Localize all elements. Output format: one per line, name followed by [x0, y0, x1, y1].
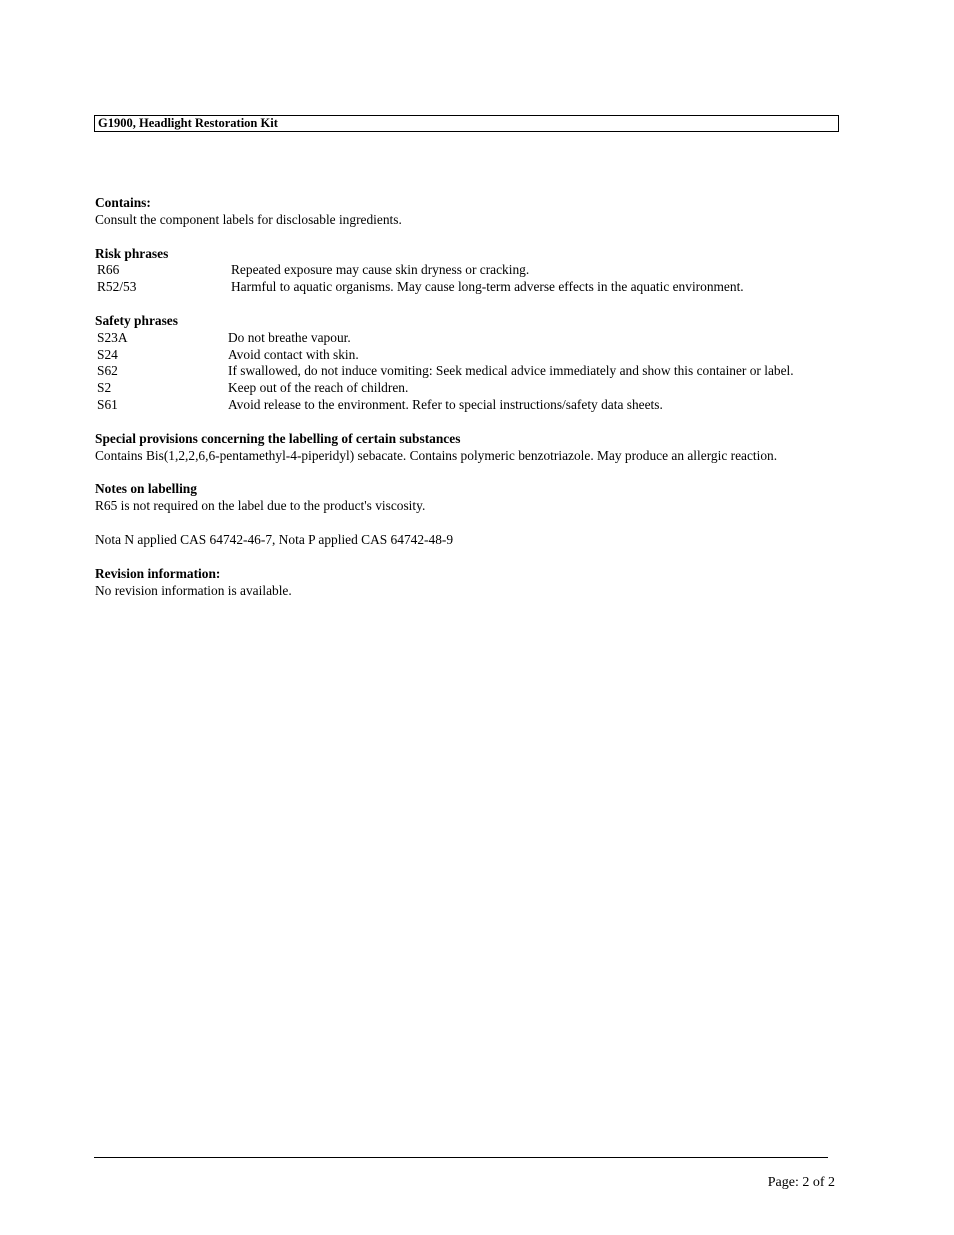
safety-phrase-row — [95, 363, 825, 380]
safety-phrase-row — [95, 330, 825, 347]
safety-phrases-section — [95, 313, 825, 414]
notes-on-labelling-line2: Nota N applied CAS 64742-46-7, Nota P applied CAS 64742-48-9 — [95, 531, 454, 547]
risk-phrases-section — [95, 246, 825, 296]
special-provisions-section — [95, 431, 825, 465]
safety-phrase-code: S61 — [97, 396, 118, 412]
safety-phrase-code: S23A — [97, 329, 128, 345]
safety-phrase-code: S2 — [97, 380, 112, 396]
notes-on-labelling-title: Notes on labelling — [95, 481, 197, 497]
safety-phrase-text: If swallowed, do not induce vomiting: Seek medical advice immediately and show this container or label. — [228, 363, 794, 379]
safety-phrase-text: Avoid release to the environment. Refer to special instructions/safety data sheets. — [228, 396, 663, 412]
product-name: G1900, Headlight Restoration Kit — [98, 116, 278, 130]
safety-phrase-text: Avoid contact with skin. — [228, 346, 359, 362]
safety-phrase-text: Keep out of the reach of children. — [228, 380, 409, 396]
notes-on-labelling-line1: R65 is not required on the label due to the product's viscosity. — [95, 498, 426, 514]
safety-phrases-title: Safety phrases — [95, 312, 178, 328]
risk-phrase-code: R52/53 — [97, 279, 137, 295]
safety-phrase-row — [95, 397, 825, 414]
safety-phrase-code: S24 — [97, 346, 118, 362]
contains-section — [95, 195, 825, 229]
risk-phrase-row — [95, 262, 825, 279]
safety-phrase-text: Do not breathe vapour. — [228, 329, 351, 345]
safety-phrase-code: S62 — [97, 363, 118, 379]
risk-phrase-code: R66 — [97, 262, 120, 278]
revision-text: No revision information is available. — [95, 582, 292, 598]
page-number: Page: 2 of 2 — [767, 1175, 835, 1190]
footer-divider — [94, 1157, 828, 1158]
risk-phrase-text: Repeated exposure may cause skin dryness or cracking. — [231, 262, 530, 278]
risk-phrase-text: Harmful to aquatic organisms. May cause long-term adverse effects in the aquatic environment. — [231, 279, 744, 295]
safety-phrase-row — [95, 347, 825, 364]
product-header — [94, 115, 839, 132]
contains-text: Consult the component labels for disclosable ingredients. — [95, 211, 402, 227]
contains-title: Contains: — [95, 195, 151, 210]
safety-phrase-row — [95, 380, 825, 397]
special-provisions-title: Special provisions concerning the labelling of certain substances — [95, 430, 461, 446]
risk-phrase-row — [95, 279, 825, 296]
risk-phrases-title: Risk phrases — [95, 245, 169, 261]
document-body — [95, 195, 825, 599]
special-provisions-text: Contains Bis(1,2,2,6,6-pentamethyl-4-piperidyl) sebacate. Contains polymeric benzotriazole. May produce an allergic reaction. — [95, 447, 778, 463]
revision-title: Revision information: — [95, 565, 221, 581]
revision-section — [95, 566, 825, 600]
notes-on-labelling-section — [95, 481, 825, 548]
